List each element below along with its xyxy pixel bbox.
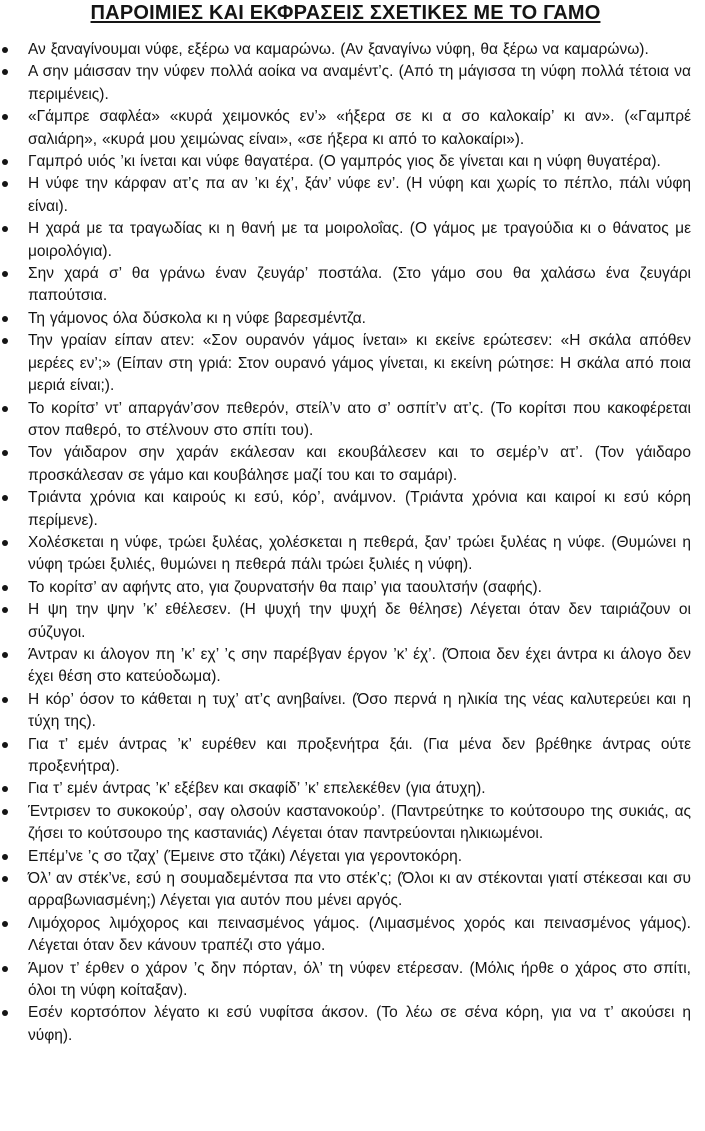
list-item [0,801,691,846]
bullet-icon [2,854,8,860]
proverb-text: Εσέν κορτσόπον λέγατο κι εσύ νυφίτσα άκσον. (Το λέω σε σένα κόρη, για να τ’ ακούσει η νύφη). [28,1004,691,1044]
list-item [0,263,691,308]
bullet-icon [2,69,8,75]
proverb-list [0,39,691,1047]
list-item [0,151,691,173]
bullet-icon [2,921,8,927]
list-item [0,487,691,532]
list-item [0,61,691,106]
proverb-text: Το κορίτσ’ ντ’ απαργάν’σον πεθερόν, στείλ’ν ατο σ’ οσπίτ’ν ατ’ς. (Το κορίτσι που κακοφέρεται στον παθερό, το στέλνουν στο σπίτι του). [28,399,691,439]
proverb-text: Το κορίτσ’ αν αφήντς ατο, για ζουρνατσήν θα παιρ’ για ταουλτσήν (σαφής). [28,578,542,596]
proverb-text: Για τ’ εμέν άντρας ’κ’ εξέβεν και σκαφίδ’ ’κ’ επελεκέθεν (για άτυχη). [28,780,486,798]
proverb-text: Επέμ’νε ’ς σο τζαχ’ (Έμεινε στο τζάκι) Λέγεται για γεροντοκόρη. [28,847,463,865]
bullet-icon [2,540,8,546]
proverb-text: Α σην μάισσαν την νύφεν πολλά αοίκα να αναμέντ’ς. (Από τη μάγισσα τη νύφη πολλά τέτοια να περιμένεις). [28,63,691,103]
bullet-icon [2,406,8,412]
proverb-text: Τον γάιδαρον σην χαράν εκάλεσαν και εκουβάλεσεν και το σεμέρ’ν ατ’. (Τον γάιδαρο προσκάλεσαν σε γάμο και κουβάλησε μαζί του και το σαμάρι). [28,444,691,484]
proverb-text: Τριάντα χρόνια και καιρούς κι εσύ, κόρ’, ανάμνον. (Τριάντα χρόνια και καιροί κι εσύ κόρη περίμενε). [28,489,691,529]
list-item [0,39,691,61]
list-item [0,689,691,734]
list-item [0,868,691,913]
list-item [0,734,691,779]
list-item [0,106,691,151]
proverb-text: Άμον τ’ έρθεν ο χάρον ’ς δην πόρταν, όλ’ τη νύφεν ετέρεσαν. (Μόλις ήρθε ο χάρος στο σπίτι, όλοι τη νύφη κοίταξαν). [28,959,691,1000]
proverb-text: Τη γάμονος όλα δύσκολα κι η νύφε βαρεσμέντζα. [28,309,366,327]
proverb-text: Χολέσκεται η νύφε, τρώει ξυλέας, χολέσκεται η πεθερά, ξαν’ τρώει ξυλέας η νύφε. (Θυμώνει η νύφη τρώει ξυλιές, θυμώνει η πεθερά πάλι τρώει ξυλιές η νύφη). [28,533,691,574]
list-item [0,1002,691,1047]
bullet-icon [2,652,8,658]
bullet-icon [2,1010,8,1016]
bullet-icon [2,607,8,613]
list-item [0,644,691,689]
list-item [0,958,691,1003]
bullet-icon [2,226,8,232]
list-item [0,778,691,800]
proverb-text: Έντρισεν το συκοκούρ’, σαγ ολσούν καστανοκούρ’. (Παντρεύτηκε το κούτσουρο της συκιάς, ας ζήσει το κούτσουρο της καστανιάς) Λέγεται όταν παντρεύονται ηλικιωμένοι. [28,802,691,843]
bullet-icon [2,742,8,748]
proverb-text: Γαμπρό υιός ’κι ίνεται και νύφε θαγατέρα. (Ο γαμπρός γιος δε γίνεται και η νύφη θυγατέρα). [28,153,661,171]
bullet-icon [2,585,8,591]
proverb-text: Η χαρά με τα τραγωδίας κι η θανή με τα μοιρολοΐας. (Ο γάμος με τραγούδια κι ο θάνατος με μοιρολόγια). [28,220,691,260]
bullet-icon [2,876,8,882]
proverb-text: Αν ξαναγίνουμαι νύφε, εξέρω να καμαρώνω. (Αν ξαναγίνω νύφη, θα ξέρω να καμαρώνω). [28,41,649,58]
proverb-text: Η νύφε την κάρφαν ατ’ς πα αν ’κι έχ’, ξάν’ νύφε εν’. (Η νύφη και χωρίς το πέπλο, πάλι νύφη είναι). [28,175,691,215]
bullet-icon [2,271,8,277]
bullet-icon [2,114,8,120]
proverb-text: Για τ’ εμέν άντρας ’κ’ ευρέθεν και προξενήτρα ξάι. (Για μένα δεν βρέθηκε άντρας ούτε προξενήτρα). [28,735,691,775]
bullet-icon [2,181,8,187]
proverb-text: Σην χαρά σ’ θα γράνω έναν ζευγάρ’ ποστάλα. (Στο γάμο σου θα χαλάσω ένα ζευγάρι παπούτσια. [28,265,691,305]
list-item [0,599,691,644]
proverb-text: Άντραν κι άλογον πη ’κ’ εχ’ ’ς σην παρέβγαν έργον ’κ’ έχ’. (Όποια δεν έχει άντρα κι άλογο δεν έχει θέση στο κατεύοδωμα). [28,645,691,686]
proverb-text: «Γάμπρε σαφλέα» «κυρά χειμονκός εν’» «ήξερα σε κι α σο καλοκαίρ’ κι αν». («Γαμπρέ σαλιάρη», «κυρά μου χειμώνας είναι», «σε ήξερα κι από το καλοκαίρι»). [28,108,691,148]
proverb-text: Λιμόχορος λιμόχορος και πεινασμένος γάμος. (Λιμασμένος χορός και πεινασμένος γάμος). Λέγεται όταν δεν κάνουν τραπέζι στο γάμο. [28,914,691,955]
document-title [0,0,691,29]
bullet-icon [2,47,8,53]
list-item [0,173,691,218]
bullet-icon [2,786,8,792]
proverb-text: Όλ’ αν στέκ’νε, εσύ η σουμαδεμέντσα πα ντο στέκ’ς; (Όλοι κι αν στέκονται γιατί στέκεσαι και συ αρραβωνιασμένη;) Λέγεται για αυτόν που μένει αργός. [28,870,691,910]
bullet-icon [2,316,8,322]
list-item [0,442,691,487]
list-item [0,308,691,330]
proverb-text: Η ψη την ψην ’κ’ εθέλεσεν. (Η ψυχή την ψυχή δε θέλησε) Λέγεται όταν δεν ταιριάζουν οι σύζυγοι. [28,601,691,641]
bullet-icon [2,495,8,501]
proverb-text: Η κόρ’ όσον το κάθεται η τυχ’ ατ’ς ανηβαίνει. (Όσο περνά η ηλικία της νέας καλυτερεύει και η τύχη της). [28,690,691,731]
bullet-icon [2,450,8,456]
bullet-icon [2,966,8,972]
bullet-icon [2,809,8,815]
title-text: ΠΑΡΟΙΜΙΕΣ ΚΑΙ ΕΚΦΡΑΣΕΙΣ ΣΧΕΤΙΚΕΣ ΜΕ ΤΟ ΓΑΜΟ [90,2,601,24]
list-item [0,218,691,263]
list-item [0,330,691,397]
list-item [0,398,691,443]
list-item [0,532,691,577]
bullet-icon [2,697,8,703]
list-item [0,913,691,958]
proverb-text: Την γραίαν είπαν ατεν: «Σον ουρανόν γάμος ίνεται» κι εκείνε ερώτεσεν: «Η σκάλα απόθεν μερέες εν’;» (Είπαν στη γριά: Στον ουρανό γάμος γίνεται, κι εκείνη ρώτησε: Η σκάλα από ποια μεριά είναι;). [28,332,691,395]
list-item [0,577,691,599]
list-item [0,846,691,868]
bullet-icon [2,338,8,344]
bullet-icon [2,159,8,165]
